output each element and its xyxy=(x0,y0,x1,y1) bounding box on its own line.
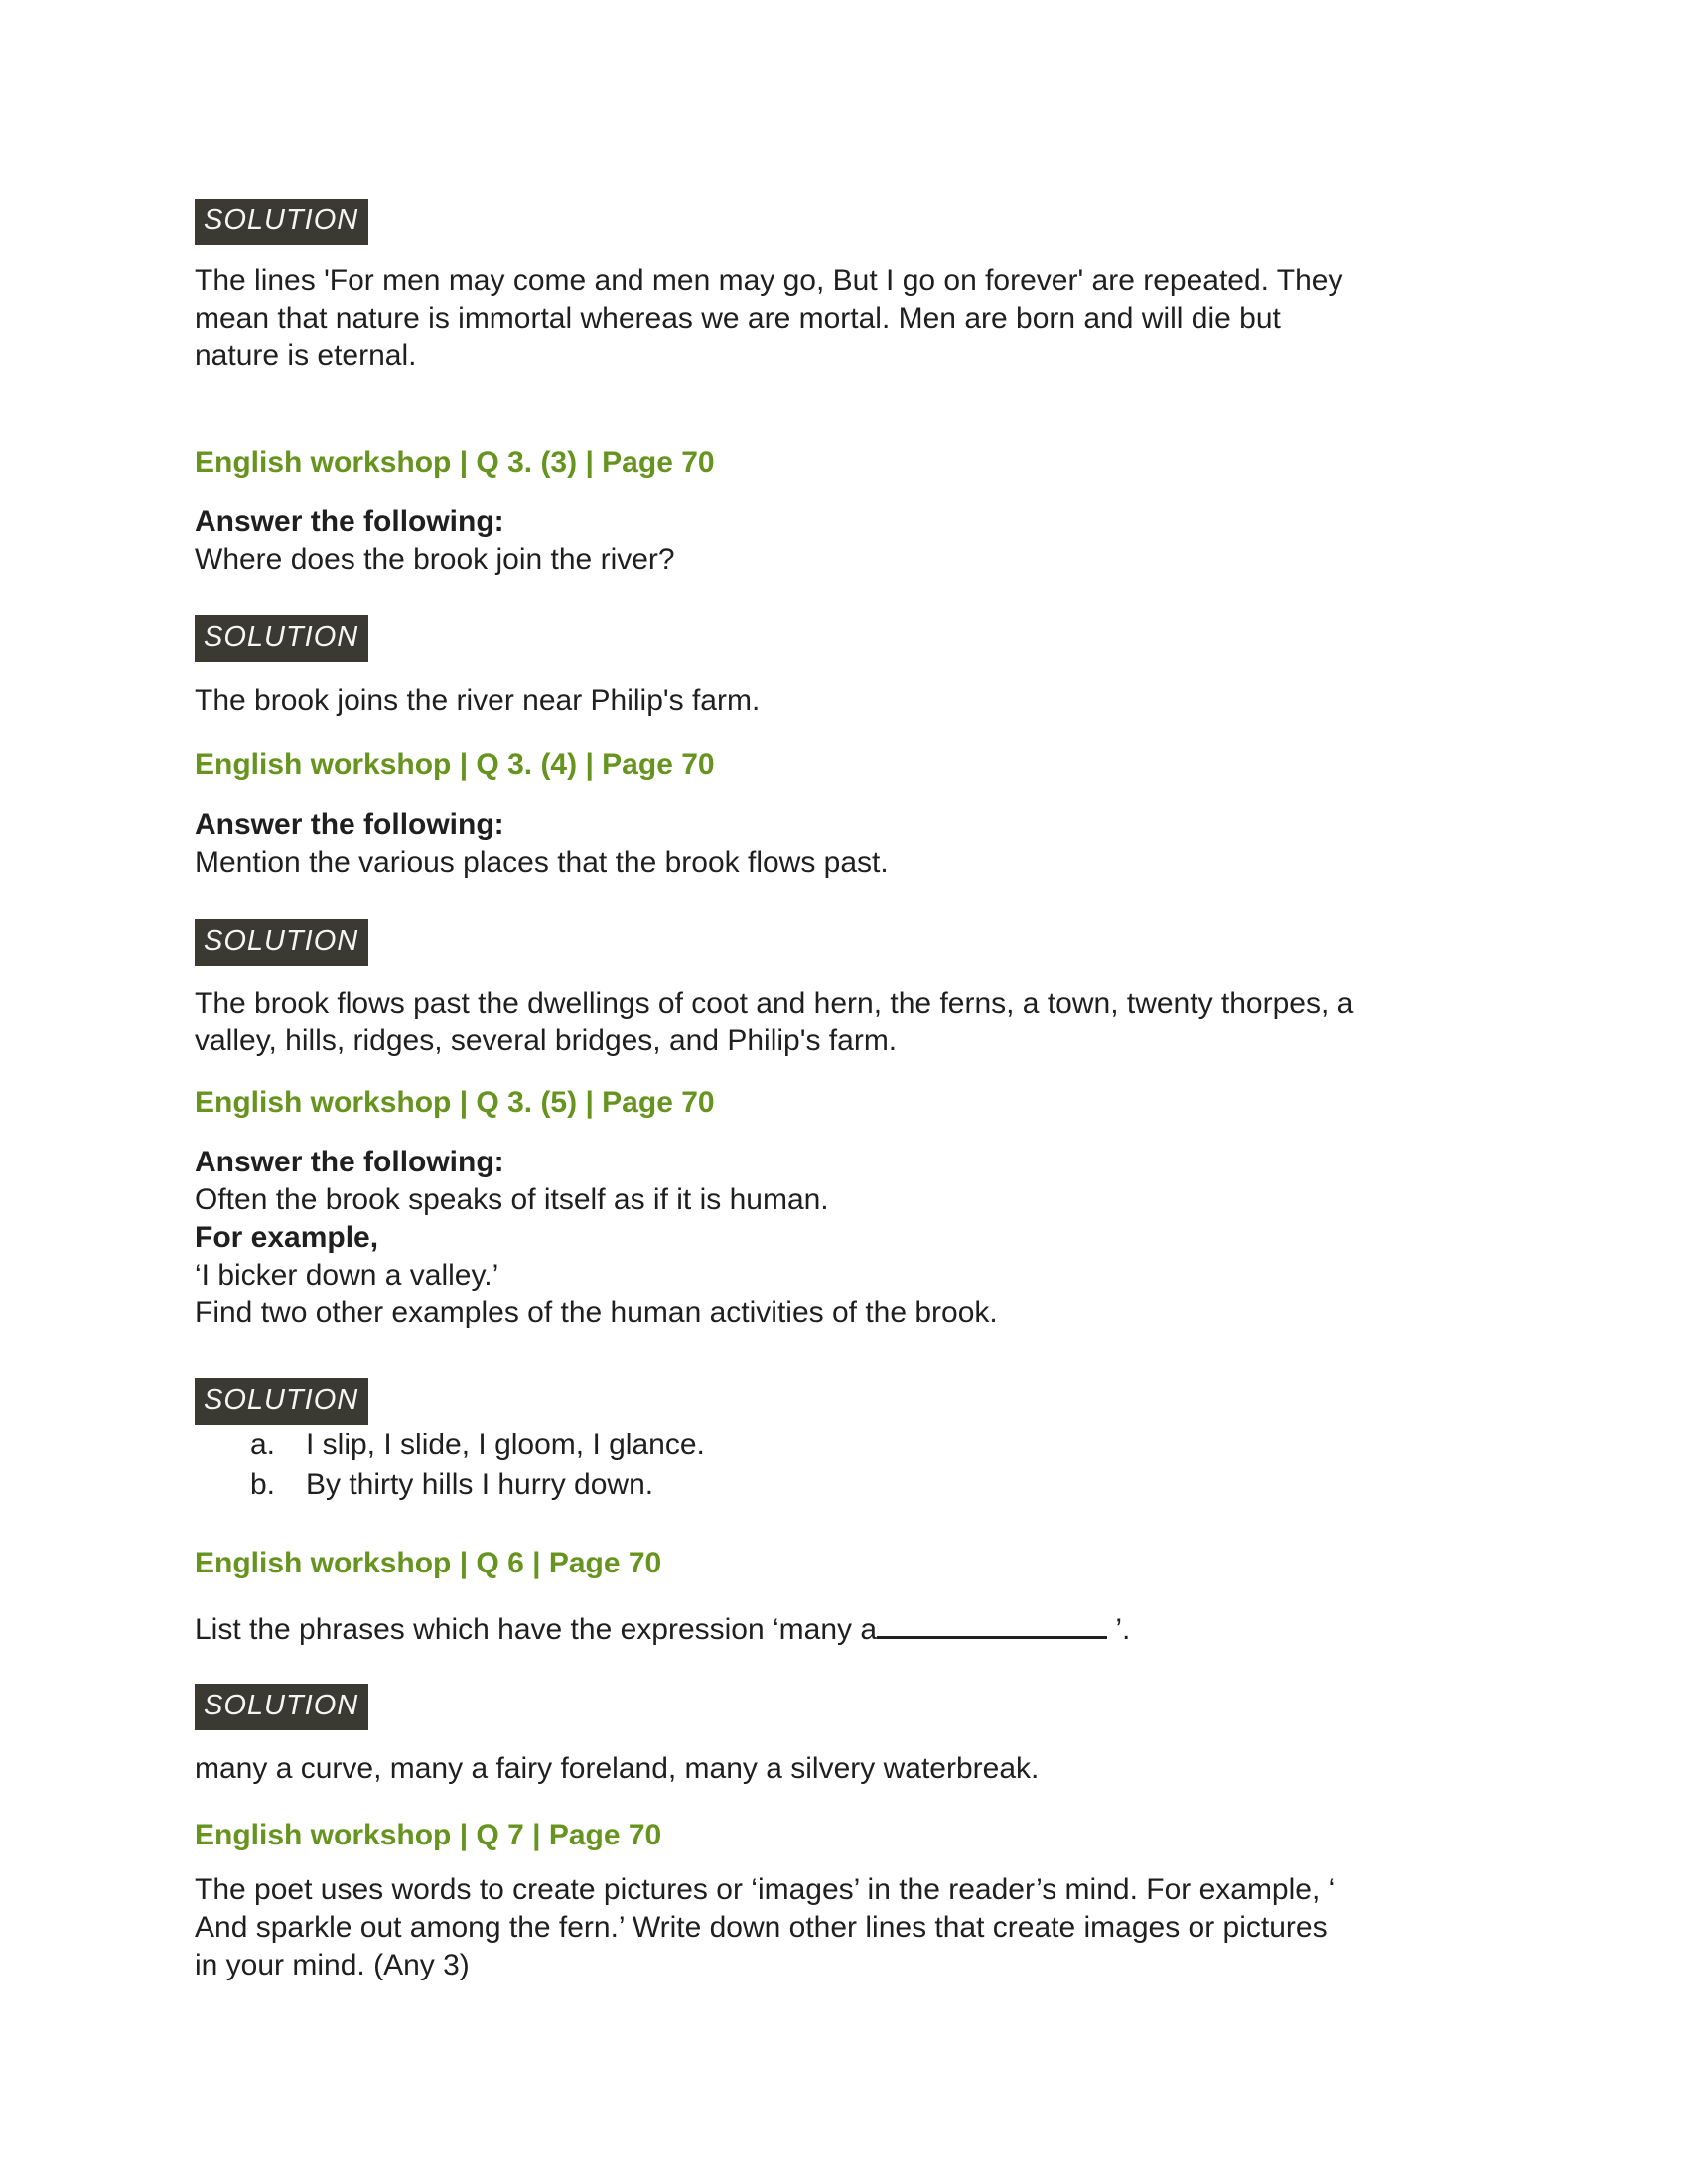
question-line-with-blank xyxy=(195,1606,1509,1649)
question-line: Where does the brook join the river? xyxy=(195,543,675,576)
question-line: Mention the various places that the brook flows past. xyxy=(195,846,889,879)
solution-badge-label: SOLUTION xyxy=(195,919,368,966)
solution-badge-label: SOLUTION xyxy=(195,199,368,245)
question-line: ‘I bicker down a valley.’ xyxy=(195,1259,499,1292)
list-item-marker: a. xyxy=(250,1429,276,1461)
solution-badge xyxy=(195,615,1509,662)
list-item-marker: b. xyxy=(250,1468,276,1501)
question-line: in your mind. (Any 3) xyxy=(195,1949,470,1981)
answer-paragraph xyxy=(195,1750,1509,1788)
workshop-heading-link-q7[interactable]: English workshop | Q 7 | Page 70 xyxy=(195,1819,662,1851)
list-item-text: By thirty hills I hurry down. xyxy=(306,1468,654,1501)
answer-line: valley, hills, ridges, several bridges, and Philip's farm. xyxy=(195,1024,898,1057)
answer-line: The brook joins the river near Philip's farm. xyxy=(195,684,761,717)
solution-badge xyxy=(195,919,1509,966)
question-block xyxy=(195,1606,1509,1649)
fill-in-blank-underline xyxy=(877,1606,1107,1639)
answer-list xyxy=(195,1426,1509,1505)
answer-paragraph xyxy=(195,682,1509,720)
solution-badge-label: SOLUTION xyxy=(195,1378,368,1425)
workshop-heading-link-q3-4[interactable]: English workshop | Q 3. (4) | Page 70 xyxy=(195,749,715,781)
answer-paragraph xyxy=(195,985,1509,1060)
solution-badge-label: SOLUTION xyxy=(195,1684,368,1730)
question-block xyxy=(195,1871,1509,1984)
answer-line: mean that nature is immortal whereas we are mortal. Men are born and will die but xyxy=(195,302,1281,335)
question-line: And sparkle out among the fern.’ Write down other lines that create images or pictures xyxy=(195,1911,1328,1944)
answer-paragraph xyxy=(195,262,1509,375)
solution-badge-label: SOLUTION xyxy=(195,615,368,662)
answer-line: The lines 'For men may come and men may go, But I go on forever' are repeated. They xyxy=(195,264,1343,297)
list-item xyxy=(195,1465,1509,1505)
workshop-heading-link-q3-5[interactable]: English workshop | Q 3. (5) | Page 70 xyxy=(195,1086,715,1119)
list-item-text: I slip, I slide, I gloom, I glance. xyxy=(306,1429,705,1461)
workshop-heading-link-q3-3[interactable]: English workshop | Q 3. (3) | Page 70 xyxy=(195,446,715,478)
question-prompt: Answer the following: xyxy=(195,808,504,841)
solution-badge xyxy=(195,1378,1509,1425)
answer-line: The brook flows past the dwellings of coot and hern, the ferns, a town, twenty thorpes, a xyxy=(195,987,1354,1020)
question-text-suffix: ’. xyxy=(1107,1613,1131,1646)
solution-badge xyxy=(195,1684,1509,1730)
list-item xyxy=(195,1426,1509,1465)
answer-line: many a curve, many a fairy foreland, many a silvery waterbreak. xyxy=(195,1752,1040,1785)
question-example-label: For example, xyxy=(195,1221,379,1254)
question-block xyxy=(195,1144,1509,1332)
question-prompt: Answer the following: xyxy=(195,1146,504,1178)
question-block xyxy=(195,806,1509,882)
question-block xyxy=(195,503,1509,579)
workshop-heading-link-q6[interactable]: English workshop | Q 6 | Page 70 xyxy=(195,1547,662,1579)
question-line: The poet uses words to create pictures or ‘images’ in the reader’s mind. For example, ‘ xyxy=(195,1873,1336,1906)
answer-line: nature is eternal. xyxy=(195,340,417,372)
question-line: Find two other examples of the human activities of the brook. xyxy=(195,1297,998,1329)
solution-badge xyxy=(195,199,1509,245)
question-text-prefix: List the phrases which have the expression ‘many a xyxy=(195,1613,878,1646)
question-line: Often the brook speaks of itself as if it is human. xyxy=(195,1183,829,1216)
question-prompt: Answer the following: xyxy=(195,505,504,538)
